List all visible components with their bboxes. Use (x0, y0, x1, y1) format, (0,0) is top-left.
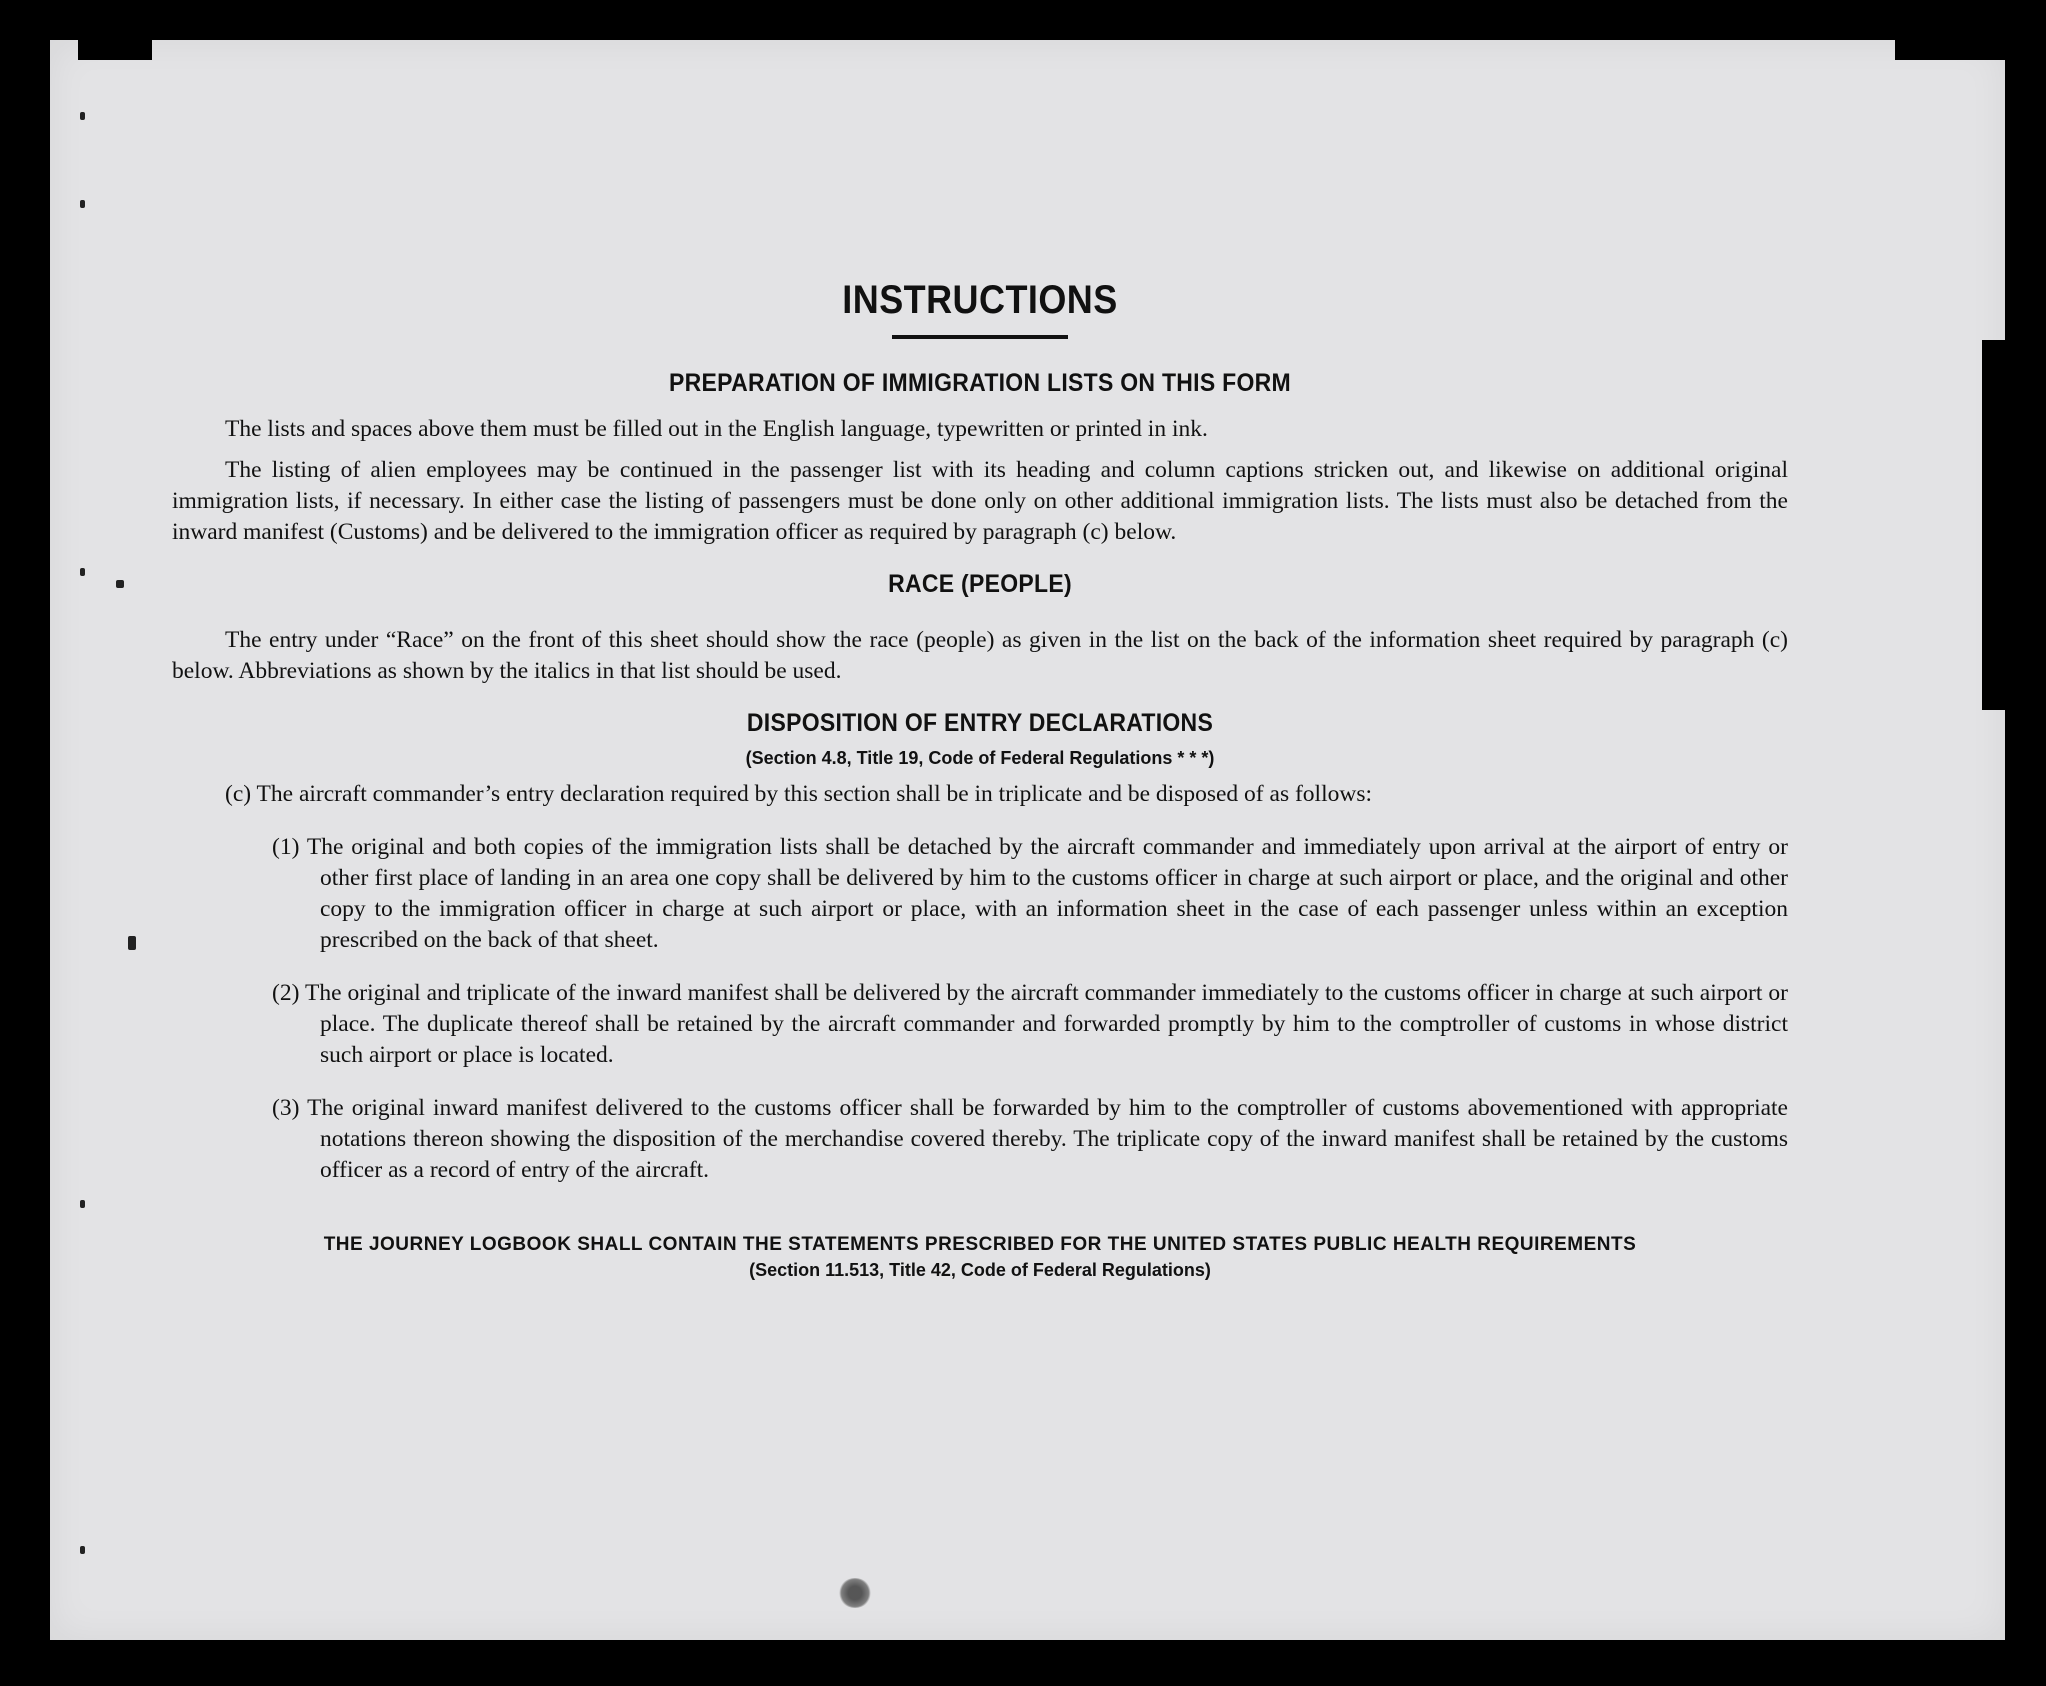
ink-stamp-mark (838, 1578, 872, 1608)
margin-mark (80, 1200, 85, 1208)
paragraph-race: The entry under “Race” on the front of this sheet should show the race (people) as given in the list on the back of the information sheet required by paragraph (c) below. Abbreviations as shown by the italics in that list should be used. (172, 627, 1788, 684)
page-title: INSTRUCTIONS (842, 278, 1118, 322)
title-rule (892, 335, 1068, 339)
section-heading-preparation: PREPARATION OF IMMIGRATION LISTS ON THIS FORM (669, 369, 1291, 397)
margin-mark (80, 1546, 85, 1554)
margin-mark (116, 580, 124, 588)
footer-citation: (Section 11.513, Title 42, Code of Federal Regulations) (749, 1260, 1211, 1280)
section-heading-disposition: DISPOSITION OF ENTRY DECLARATIONS (746, 709, 1214, 737)
paragraph-disposition-intro: (c) The aircraft commander’s entry declaration required by this section shall be in triplicate and be disposed of as follows: (225, 781, 1372, 807)
paragraph-preparation-1: The lists and spaces above them must be filled out in the English language, typewritten or printed in ink. (225, 416, 1208, 442)
footer-statement: THE JOURNEY LOGBOOK SHALL CONTAIN THE STATEMENTS PRESCRIBED FOR THE UNITED STATES PUBLIC HEALTH REQUIREMENTS (323, 1234, 1637, 1255)
margin-mark (80, 200, 85, 208)
list-item-1: (1) The original and both copies of the immigration lists shall be detached by the aircraft commander and immediately upon arrival at the airport of entry or other first place of landing in an area one copy shall be delivered by him to the customs officer in charge at such airport or place, and the original and other copy to the immigration officer in charge at such airport or place, with an information sheet in the case of each passenger unless within an exception prescribed on the back of that sheet. (272, 834, 1788, 953)
citation-disposition: (Section 4.8, Title 19, Code of Federal Regulations * * *) (745, 748, 1215, 768)
sheet-notch-left (78, 30, 152, 60)
paragraph-preparation-2: The listing of alien employees may be continued in the passenger list with its heading and column captions stricken out, and likewise on additional original immigration lists, if necessary. In either case the listing of passengers must be done only on other additional immigration lists. The lists must also be detached from the inward manifest (Customs) and be delivered to the immigration officer as required by paragraph (c) below. (172, 457, 1788, 545)
margin-mark (128, 936, 136, 950)
section-heading-race: RACE (PEOPLE) (888, 570, 1072, 598)
margin-mark (80, 568, 85, 576)
sheet-edge-cut (1982, 340, 2012, 710)
list-item-3: (3) The original inward manifest delivered to the customs officer shall be forwarded by him to the comptroller of customs abovementioned with appropriate notations thereon showing the disposition of the merchandise covered thereby. The triplicate copy of the inward manifest shall be retained by the customs officer as a record of entry of the aircraft. (272, 1095, 1788, 1183)
list-item-2: (2) The original and triplicate of the inward manifest shall be delivered by the aircraft commander immediately to the customs officer in charge at such airport or place. The duplicate thereof shall be retained by the aircraft commander and forwarded promptly by him to the comptroller of customs in whose district such airport or place is located. (272, 980, 1788, 1068)
sheet-notch-right (1895, 30, 2005, 60)
margin-mark (80, 112, 85, 120)
document-content (172, 278, 1788, 1281)
